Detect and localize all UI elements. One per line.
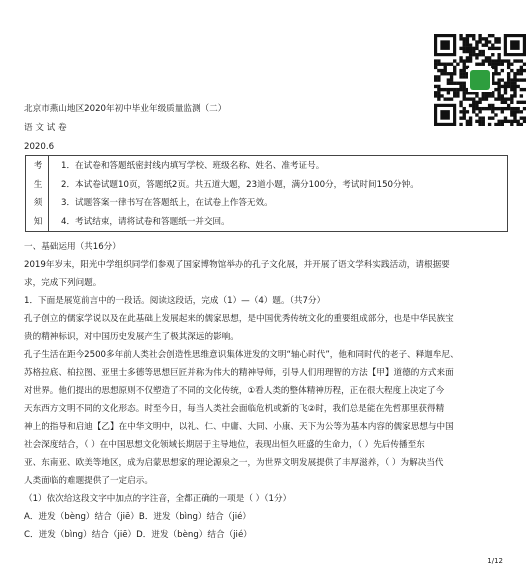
text-line: 求，完成下列问题。: [24, 278, 102, 288]
notice-item: 4．考试结束，请将试卷和答题纸一并交回。: [61, 217, 230, 227]
exam-notice-box: [25, 155, 508, 232]
notice-label-char: 生: [33, 180, 43, 190]
text-line: 神上的指导和启迪【乙】在中华文明中，以礼、仁、中庸、大同、小康、天下为公等为基本内容的儒家思想与中国: [24, 422, 454, 432]
text-line: 苏格拉底、柏拉图、亚里士多德等思想巨匠并称为伟大的精神导师，引导人们用理智的方法【甲】道德的方式来面: [24, 368, 454, 378]
exam-date: 2020.6: [24, 142, 55, 152]
text-line: 社会深度结合，（ ）在中国思想文化领域长期居于主导地位，表现出恒久旺盛的生命力，（ ）先后传播至东: [24, 440, 425, 450]
notice-item: 1．在试卷和答题纸密封线内填写学校、班级名称、姓名、准考证号。: [61, 161, 325, 171]
sub-question: （1）依次给这段文字中加点的字注音，全都正确的一项是（ ）（1分）: [24, 494, 292, 504]
notice-label: [26, 156, 49, 231]
text-line: 天东西方文明不同的文化形态。时至今日，每当人类社会面临危机或新的飞②时，我们总是能在先哲那里获得精: [24, 404, 445, 414]
answer-option: A．进发（bèng）结合（jiē）B．迸发（bìng）结合（jié）: [24, 512, 251, 522]
answer-option: C．迸发（bìng）结合（jiē）D．迸发（bèng）结合（jié）: [24, 530, 252, 540]
exam-title: 北京市燕山地区2020年初中毕业年级质量监测（二）: [24, 104, 227, 114]
text-line: 对世界。他们提出的思想原则不仅塑造了不同的文化传统，①看人类的整体精神历程，正在很大程度上决定了今: [24, 386, 445, 396]
question-title: 1．下面是展览前言中的一段话。阅读这段话，完成（1）—（4）题。（共7分）: [24, 296, 326, 306]
notice-label-char: 须: [33, 198, 43, 208]
notice-label-char: 知: [33, 217, 43, 227]
page-number: 1/12: [487, 557, 503, 565]
text-line: 人类面临的难题提供了一定启示。: [24, 476, 153, 486]
section-heading: 一、基础运用（共16分）: [24, 242, 121, 252]
text-line: 贵的精神标识，对中国历史发展产生了极其深远的影响。: [24, 332, 239, 342]
text-line: 2019年岁末，阳光中学组织同学们参观了国家博物馆举办的孔子文化展，并开展了语文学科实践活动，请根据要: [24, 260, 450, 270]
text-line: 孔子生活在距今2500多年前人类社会创造性思维意识集体迸发的文明“轴心时代”，他和同时代的老子、释迦牟尼、: [24, 350, 459, 360]
text-line: 亚、东南亚、欧美等地区，成为启蒙思想家的理论源泉之一，为世界文明发展提供了丰厚滋养，（ ）为解决当代: [24, 458, 444, 468]
subject-title: 语 文 试 卷: [24, 123, 67, 133]
notice-label-char: 考: [33, 161, 43, 171]
text-line: 孔子创立的儒家学说以及在此基础上发展起来的儒家思想，是中国优秀传统文化的重要组成部分，也是中华民族宝: [24, 314, 454, 324]
notice-item: 3．试题答案一律书写在答题纸上，在试卷上作答无效。: [61, 198, 273, 208]
notice-item: 2．本试卷试题10页，答题纸2页。共五道大题，23道小题，满分100分，考试时间150分钟。: [61, 180, 419, 190]
document-header: [24, 100, 226, 157]
qr-code: [434, 34, 526, 126]
